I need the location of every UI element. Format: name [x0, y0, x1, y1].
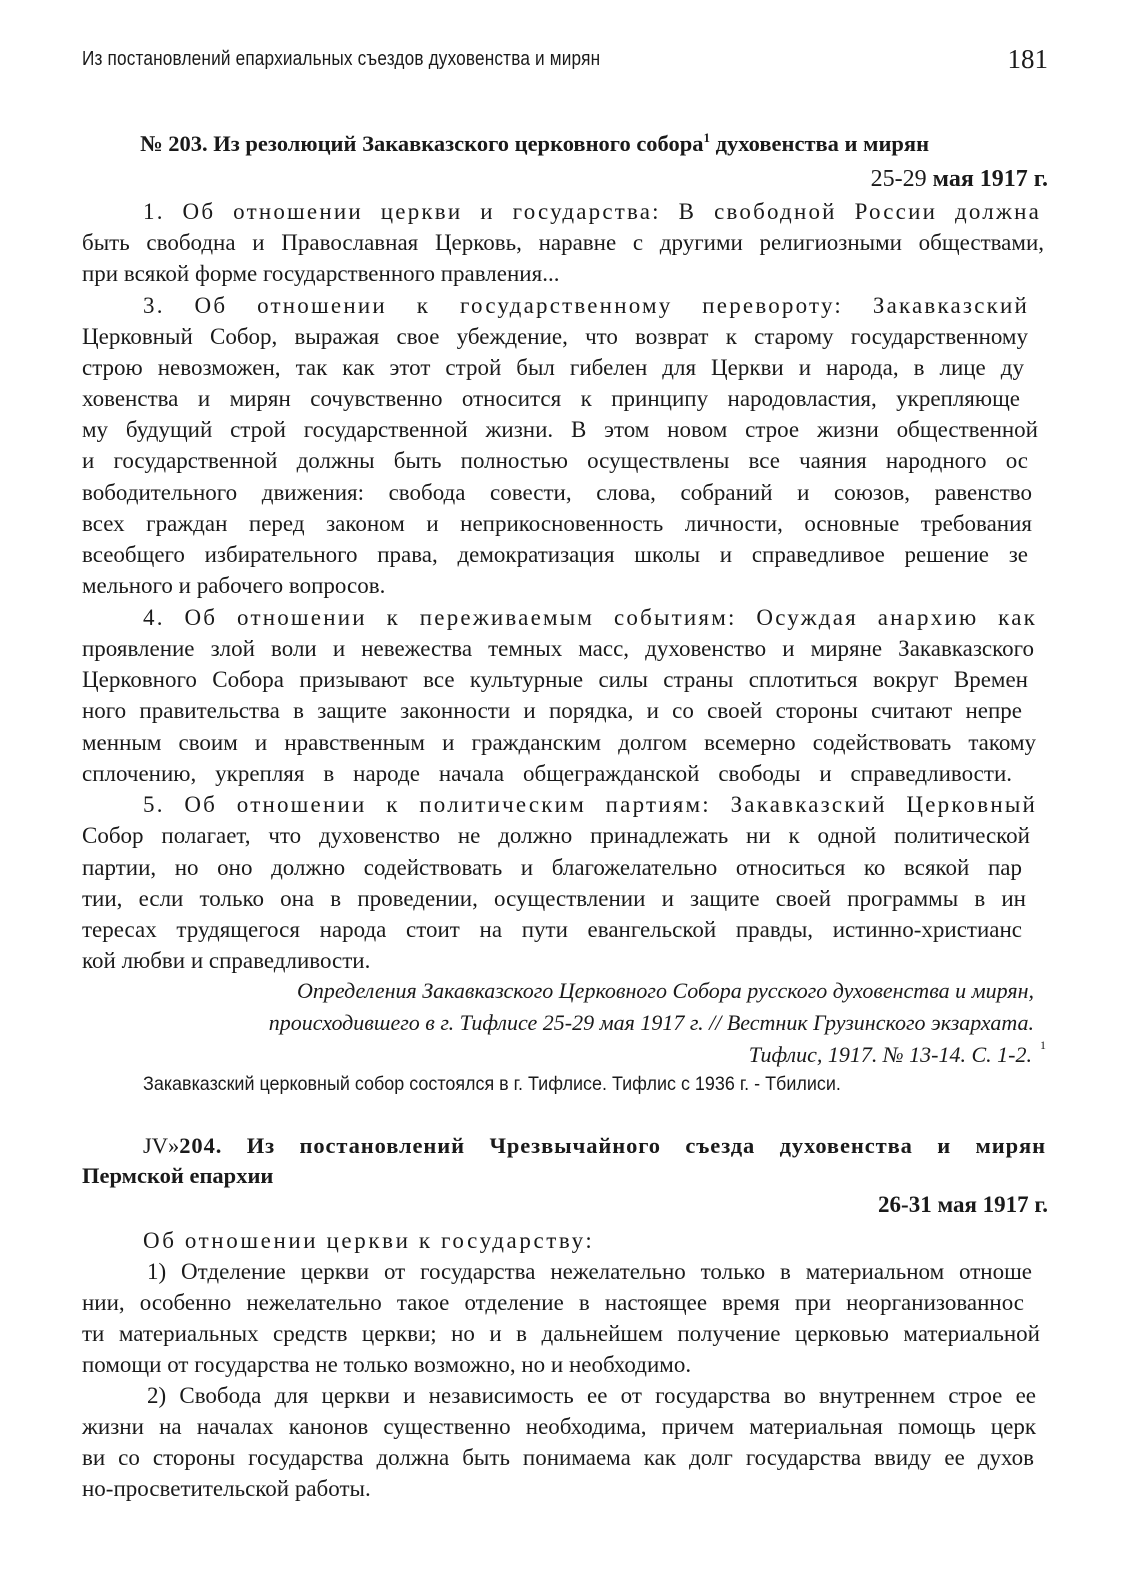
document-203-date: [871, 166, 1048, 193]
section-heading: Об отношении церкви к государству:: [143, 1228, 595, 1253]
paragraph-line: му будущий строй государственной жизни. В этом новом строе жизни общественной: [82, 417, 1038, 442]
heading-line-1: 204. Из постановлений Чрезвычайного съезда духовенства и мирян: [179, 1133, 1046, 1158]
paragraph-line: 1) Отделение церкви от государства нежелательно только в материальном отноше: [147, 1259, 1032, 1284]
paragraph-line: 2) Свобода для церкви и независимость ее от государства во внутреннем строе ее: [147, 1383, 1036, 1408]
source-citation-line: Тифлис, 1917. № 13-14. С. 1-2.: [748, 1042, 1032, 1067]
paragraph-line: кой любви и справедливости.: [82, 948, 371, 973]
source-citation-line: происходившего в г. Тифлисе 25-29 мая 1917 г. // Вестник Грузинского экзархата.: [268, 1010, 1034, 1035]
paragraph-line: партии, но оно должно содействовать и благожелательно относиться ко всякой пар: [82, 855, 1022, 880]
source-citation-line: Определения Закавказского Церковного Собора русского духовенства и мирян,: [297, 978, 1034, 1003]
date-plain: 25-29: [870, 166, 933, 192]
paragraph-line: Церковного Собора призывают все культурные силы страны сплотиться вокруг Времен: [82, 667, 1028, 692]
paragraph-line: но-просветительской работы.: [82, 1476, 371, 1501]
paragraph-line: сплочению, укрепляя в народе начала общегражданской свободы и справедливости.: [82, 761, 1012, 786]
paragraph-line: нии, особенно нежелательно такое отделение в настоящее время при неорганизованнос: [82, 1290, 1024, 1315]
running-title: Из постановлений епархиальных съездов духовенства и мирян: [82, 48, 601, 70]
paragraph-line: вободительного движения: свобода совести, слова, собраний и союзов, равенство: [82, 480, 1032, 505]
heading-text: № 203. Из резолюций Закавказского церковного собора: [140, 131, 704, 156]
paragraph-line: проявление злой воли и невежества темных масс, духовенство и миряне Закавказского: [82, 636, 1034, 661]
paragraph-line: быть свободна и Православная Церковь, наравне с другими религиозными обществами,: [82, 230, 1044, 255]
paragraph-line: всех граждан перед законом и неприкосновенность личности, основные требования: [82, 511, 1032, 536]
paragraph-line: всеобщего избирательного права, демократизация школы и справедливое решение зе: [82, 542, 1028, 567]
paragraph-3-line: 3. Об отношении к государственному перевороту: Закавказский: [143, 293, 1029, 318]
document-203-heading: [140, 130, 1030, 157]
document-204-date: 26-31 мая 1917 г.: [878, 1192, 1048, 1217]
paragraph-line: мельного и рабочего вопросов.: [82, 573, 386, 598]
paragraph-line: тии, если только она в проведении, осуществлении и защите своей программы в ин: [82, 886, 1026, 911]
paragraph-line: ховенства и мирян сочувственно относится к принципу народовластия, укрепляюще: [82, 386, 1020, 411]
paragraph-line: жизни на началах канонов существенно необходима, причем материальная помощь церк: [82, 1414, 1036, 1439]
paragraph-line: помощи от государства не только возможно, но и необходимо.: [82, 1352, 692, 1377]
document-204-heading-line-2: Пермской епархии: [82, 1163, 274, 1188]
paragraph-5-line: 5. Об отношении к политическим партиям: Закавказский Церковный: [143, 792, 1037, 817]
document-204-heading: [143, 1133, 1046, 1159]
paragraph-line: тересах трудящегося народа стоит на пути евангельской правды, истинно-христианс: [82, 917, 1022, 942]
footnote: Закавказский церковный собор состоялся в г. Тифлисе. Тифлис с 1936 г. - Тбилиси.: [143, 1073, 841, 1095]
heading-prefix: JV»: [143, 1133, 180, 1158]
paragraph-line: ного правительства в защите законности и порядка, и со своей стороны считают непре: [82, 698, 1022, 723]
heading-tail: духовенства и мирян: [710, 131, 930, 156]
paragraph-line: при всякой форме государственного правления...: [82, 261, 560, 286]
page-number: 181: [1007, 44, 1048, 74]
paragraph-line: ви со стороны государства должна быть понимаема как долг государства ввиду ее духов: [82, 1445, 1034, 1470]
paragraph-line: менным своим и нравственным и гражданским долгом всемерно содействовать такому: [82, 730, 1036, 755]
footnote-ref: 1: [703, 130, 711, 145]
footnote-mark: 1: [1040, 1038, 1046, 1052]
paragraph-line: строю невозможен, так как этот строй был гибелен для Церкви и народа, в лице ду: [82, 355, 1024, 380]
paragraph-1-line: 1. Об отношении церкви и государства: В свободной России должна: [143, 199, 1041, 224]
paragraph-line: Собор полагает, что духовенство не должно принадлежать ни к одной политической: [82, 823, 1030, 848]
date-bold: мая 1917 г.: [932, 166, 1048, 192]
paragraph-4-line: 4. Об отношении к переживаемым событиям: Осуждая анархию как: [143, 605, 1037, 630]
paragraph-line: ти материальных средств церкви; но и в дальнейшем получение церковью материальной: [82, 1321, 1040, 1346]
paragraph-line: и государственной должны быть полностью осуществлены все чаяния народного ос: [82, 448, 1028, 473]
running-header: [82, 44, 1048, 80]
paragraph-line: Церковный Собор, выражая свое убеждение, что возврат к старому государственному: [82, 324, 1028, 349]
